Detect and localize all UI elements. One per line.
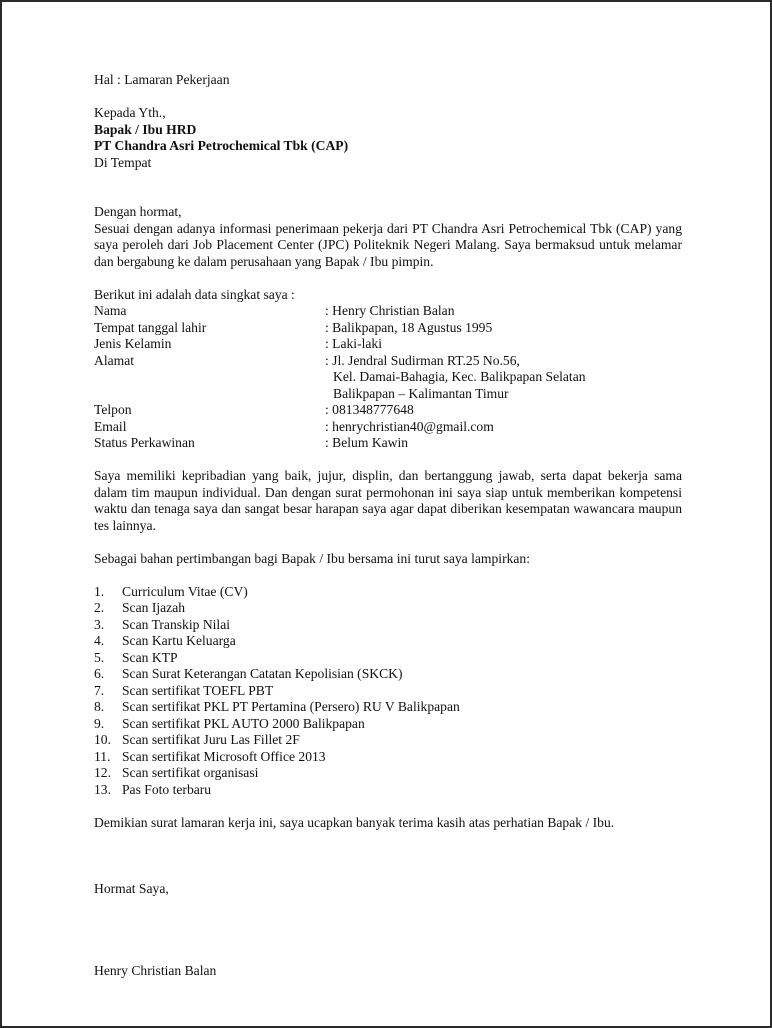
list-number: 5. (94, 649, 105, 665)
list-text: Scan sertifikat PKL AUTO 2000 Balikpapan (122, 715, 365, 731)
list-text: Scan Surat Keterangan Catatan Kepolisian (SKCK) (122, 666, 403, 681)
data-label: Email (94, 418, 127, 434)
closing-paragraph: Demikian surat lamaran kerja ini, saya ucapkan banyak terima kasih atas perhatian Bapak / Ibu. (94, 814, 615, 830)
list-item (94, 617, 682, 634)
salutation: Dengan hormat, (94, 204, 182, 219)
attachments-list (94, 584, 682, 799)
data-value: : henrychristian40@gmail.com (325, 418, 494, 434)
list-number: 8. (94, 699, 105, 714)
data-intro: Berikut ini adalah data singkat saya : (94, 286, 295, 302)
data-value: : Balikpapan, 18 Agustus 1995 (325, 319, 493, 335)
list-item (94, 716, 682, 733)
list-item (94, 732, 682, 749)
address-line-3: Balikpapan – Kalimantan Timur (333, 385, 509, 401)
list-text: Scan sertifikat organisasi (122, 765, 259, 780)
list-text: Scan Kartu Keluarga (122, 633, 236, 648)
list-number: 2. (94, 600, 105, 615)
data-row-phone (94, 402, 682, 419)
list-item (94, 600, 682, 617)
list-number: 13. (94, 781, 111, 797)
list-item (94, 650, 682, 667)
list-item (94, 633, 682, 650)
data-value: : Laki-laki (325, 336, 382, 351)
attachments-intro: Sebagai bahan pertimbangan bagi Bapak / Ibu bersama ini turut saya lampirkan: (94, 550, 530, 566)
data-row-gender (94, 336, 682, 353)
list-item (94, 666, 682, 683)
list-text: Scan sertifikat PKL PT Pertamina (Persero) RU V Balikpapan (122, 699, 460, 714)
address-line-2: Kel. Damai-Bahagia, Kec. Balikpapan Selatan (333, 369, 586, 384)
data-label: Alamat (94, 352, 135, 368)
data-row-birth (94, 320, 682, 337)
subject-line: Hal : Lamaran Pekerjaan (94, 72, 230, 87)
recipient-company: PT Chandra Asri Petrochemical Tbk (CAP) (94, 138, 349, 153)
list-text: Scan sertifikat Microsoft Office 2013 (122, 748, 326, 764)
letter-body (94, 72, 682, 980)
data-value: : Henry Christian Balan (325, 303, 455, 318)
list-text: Scan Transkip Nilai (122, 616, 230, 632)
list-text: Curriculum Vitae (CV) (122, 583, 248, 599)
data-value: : 081348777648 (325, 402, 414, 417)
list-number: 9. (94, 715, 105, 731)
list-item (94, 782, 682, 799)
data-label: Status Perkawinan (94, 435, 195, 450)
list-number: 6. (94, 666, 105, 681)
address-line-1: : Jl. Jendral Sudirman RT.25 No.56, (325, 352, 520, 368)
list-item (94, 683, 682, 700)
list-text: Pas Foto terbaru (122, 781, 212, 797)
recipient-greeting: Kepada Yth., (94, 105, 166, 120)
list-number: 7. (94, 682, 105, 698)
list-item (94, 749, 682, 766)
data-value: : Belum Kawin (325, 435, 409, 450)
list-number: 12. (94, 765, 111, 780)
data-label: Jenis Kelamin (94, 336, 172, 351)
regards: Hormat Saya, (94, 880, 169, 896)
intro-paragraph: Sesuai dengan adanya informasi penerimaan pekerja dari PT Chandra Asri Petrochemical Tbk (CAP) yang saya peroleh dari Job Placement Center (JPC) Politeknik Negeri Malang. Saya bermaksud untuk melamar dan bergabung ke dalam perusahaan yang Bapak / Ibu pimpin. (94, 220, 682, 269)
list-number: 1. (94, 583, 105, 599)
data-label: Nama (94, 303, 127, 318)
data-label: Telpon (94, 402, 132, 417)
list-item (94, 584, 682, 601)
data-row-marital (94, 435, 682, 452)
data-row-name (94, 303, 682, 320)
list-text: Scan sertifikat Juru Las Fillet 2F (122, 732, 300, 747)
list-number: 3. (94, 616, 105, 632)
list-item (94, 699, 682, 716)
data-row-email (94, 419, 682, 436)
list-number: 11. (94, 748, 111, 764)
data-row-address (94, 353, 682, 403)
body-paragraph: Saya memiliki kepribadian yang baik, jujur, displin, dan bertanggung jawab, serta dapat bekerja sama dalam tim maupun individual. Dan dengan surat permohonan ini saya siap untuk memberikan kompetensi waktu dan tenaga saya dan sangat besar harapan saya agar dapat diberikan kesempatan wawancara maupun tes lainnya. (94, 468, 682, 533)
list-text: Scan Ijazah (122, 600, 186, 615)
recipient-location: Di Tempat (94, 154, 152, 170)
recipient-name: Bapak / Ibu HRD (94, 121, 197, 137)
data-label: Tempat tanggal lahir (94, 319, 207, 335)
list-text: Scan sertifikat TOEFL PBT (122, 682, 274, 698)
address-value (325, 353, 682, 403)
list-item (94, 765, 682, 782)
list-text: Scan KTP (122, 649, 178, 665)
list-number: 4. (94, 633, 105, 648)
signature-name: Henry Christian Balan (94, 963, 217, 978)
personal-data-table (94, 303, 682, 452)
list-number: 10. (94, 732, 111, 747)
